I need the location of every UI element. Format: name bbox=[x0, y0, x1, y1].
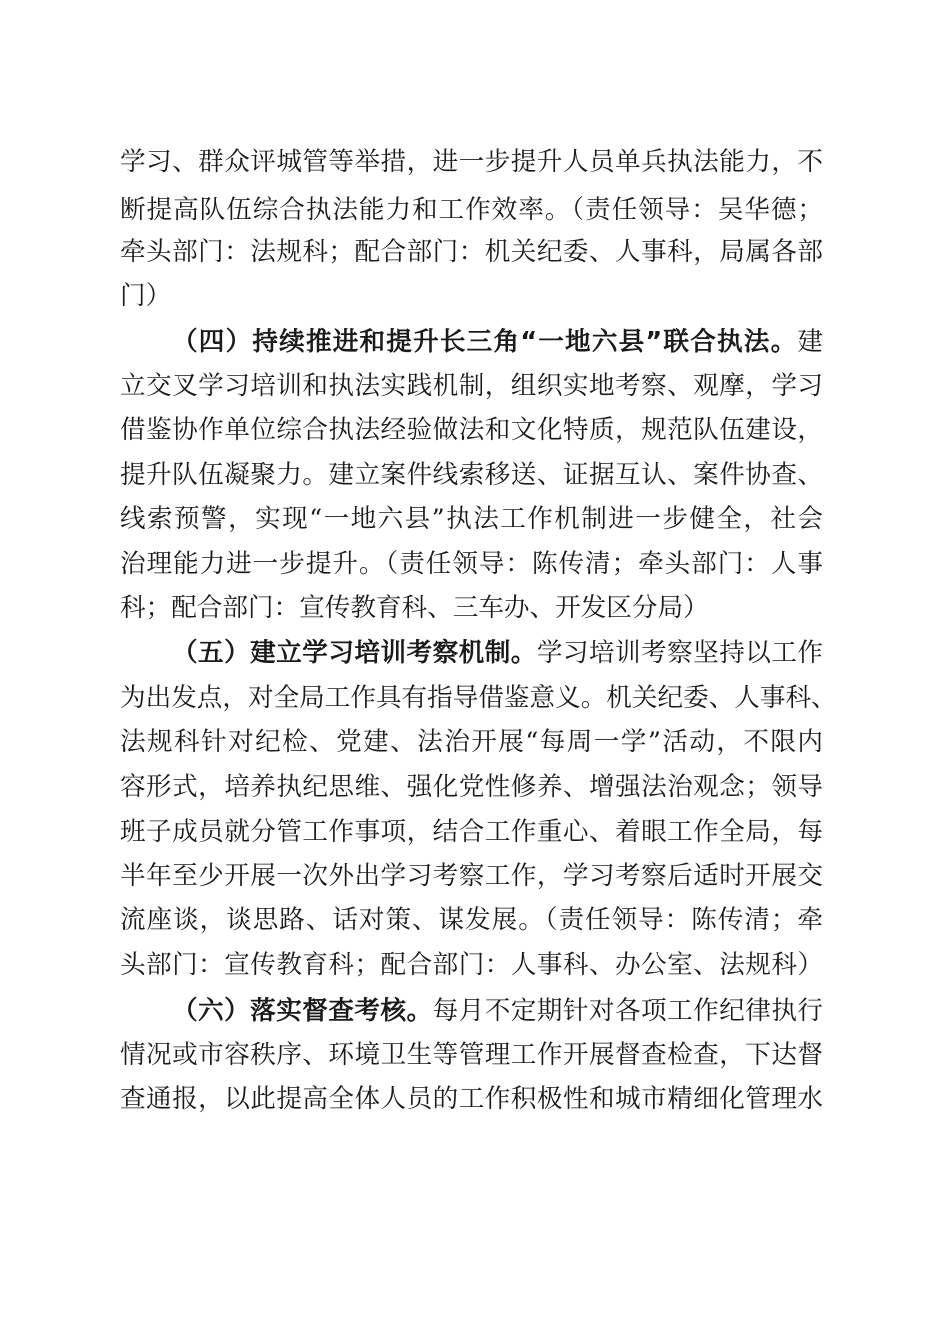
line-text: 查通报，以此提高全体人员的工作积极性和城市精细化管理水 bbox=[120, 1084, 823, 1114]
line-text: 科；配合部门：宣传教育科、三车办、开发区分局） bbox=[120, 593, 709, 623]
line-text: 门） bbox=[120, 281, 172, 311]
section-6-first-line bbox=[172, 987, 823, 1035]
paragraph-line bbox=[120, 362, 823, 410]
paragraph-line bbox=[120, 186, 823, 234]
paragraph-line bbox=[120, 584, 709, 632]
paragraph-line bbox=[120, 941, 823, 989]
paragraph-line bbox=[120, 763, 823, 811]
section-6-heading: （六）落实督查考核。 bbox=[172, 996, 433, 1026]
line-text: 学习、群众评城管等举措，进一步提升人员单兵执法能力，不 bbox=[120, 147, 823, 177]
paragraph-line bbox=[120, 1075, 823, 1123]
section-5-first-line-text bbox=[172, 629, 823, 677]
line-text: 治理能力进一步提升。（责任领导：陈传清；牵头部门：人事 bbox=[120, 549, 823, 579]
line-text: 流座谈，谈思路、话对策、谋发展。（责任领导：陈传清；牵 bbox=[120, 905, 823, 935]
line-text: 立交叉学习培训和执法实践机制，组织实地考察、观摩，学习 bbox=[120, 371, 823, 401]
section-4-first-line bbox=[172, 318, 823, 366]
section-4-first-line-text bbox=[172, 318, 823, 366]
paragraph-line bbox=[120, 674, 837, 722]
line-text: 牵头部门：法规科；配合部门：机关纪委、人事科，局属各部 bbox=[120, 237, 823, 267]
line-text: 半年至少开展一次外出学习考察工作，学习考察后适时开展交 bbox=[120, 861, 823, 891]
paragraph-line bbox=[120, 1031, 823, 1079]
line-text: 学习培训考察坚持以工作 bbox=[536, 638, 823, 668]
line-text: 线索预警，实现“一地六县”执法工作机制进一步健全，社会 bbox=[120, 504, 823, 534]
section-4-heading: （四）持续推进和提升长三角“一地六县”联合执法。 bbox=[172, 327, 798, 357]
paragraph-line bbox=[120, 718, 823, 766]
paragraph-line bbox=[120, 540, 823, 588]
paragraph-line bbox=[120, 406, 823, 454]
paragraph-line bbox=[120, 495, 823, 543]
line-text: 为出发点，对全局工作具有指导借鉴意义。机关纪委、人事科、 bbox=[120, 683, 837, 713]
line-text: 情况或市容秩序、环境卫生等管理工作开展督查检查，下达督 bbox=[120, 1040, 823, 1070]
line-text: 每月不定期针对各项工作纪律执行 bbox=[432, 996, 823, 1026]
paragraph-line bbox=[120, 451, 823, 499]
line-text: 断提高队伍综合执法能力和工作效率。（责任领导：吴华德； bbox=[120, 195, 823, 225]
section-5-first-line bbox=[172, 629, 823, 677]
line-text: 建 bbox=[797, 327, 823, 357]
section-5-heading: （五）建立学习培训考察机制。 bbox=[172, 638, 537, 668]
section-6-first-line-text bbox=[172, 987, 823, 1035]
paragraph-line bbox=[120, 228, 823, 276]
line-text: 班子成员就分管工作事项，结合工作重心、着眼工作全局，每 bbox=[120, 817, 823, 847]
paragraph-line bbox=[120, 896, 823, 944]
paragraph-line bbox=[120, 272, 171, 320]
paragraph-line bbox=[120, 138, 823, 186]
paragraph-line bbox=[120, 808, 823, 856]
paragraph-line bbox=[120, 852, 823, 900]
line-text: 法规科针对纪检、党建、法治开展“每周一学”活动，不限内 bbox=[120, 727, 823, 757]
line-text: 头部门：宣传教育科；配合部门：人事科、办公室、法规科） bbox=[120, 950, 823, 980]
line-text: 借鉴协作单位综合执法经验做法和文化特质，规范队伍建设， bbox=[120, 415, 823, 445]
line-text: 提升队伍凝聚力。建立案件线索移送、证据互认、案件协查、 bbox=[120, 460, 823, 490]
line-text: 容形式，培养执纪思维、强化党性修养、增强法治观念；领导 bbox=[120, 772, 823, 802]
